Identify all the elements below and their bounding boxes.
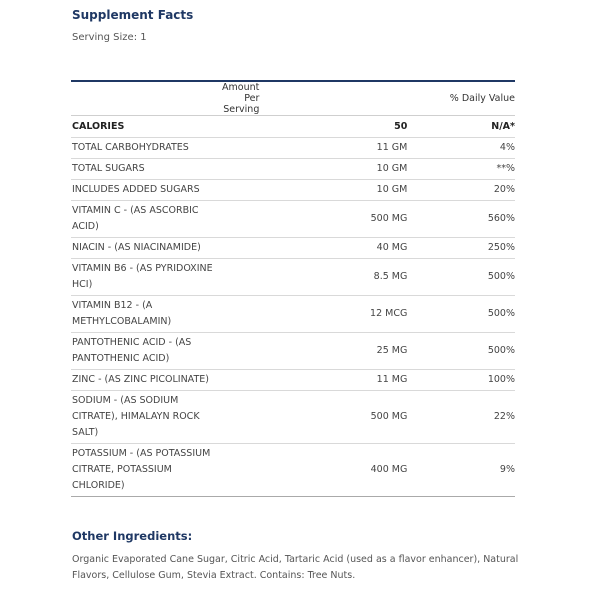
supplement-facts-table	[71, 80, 515, 497]
nutrient-daily-value: 250%	[407, 238, 515, 259]
table-row	[71, 391, 515, 444]
nutrient-amount: 500 MG	[222, 201, 407, 238]
table-row	[71, 201, 515, 238]
nutrient-daily-value: 500%	[407, 296, 515, 333]
table-row	[71, 333, 515, 370]
nutrient-name: INCLUDES ADDED SUGARS	[71, 180, 222, 201]
nutrient-daily-value: 9%	[407, 444, 515, 497]
nutrient-amount: 11 MG	[222, 370, 407, 391]
nutrient-amount: 25 MG	[222, 333, 407, 370]
nutrient-name: NIACIN - (AS NIACINAMIDE)	[71, 238, 222, 259]
nutrient-amount: 11 GM	[222, 138, 407, 159]
table-row	[71, 238, 515, 259]
table-row	[71, 296, 515, 333]
nutrient-amount: 12 MCG	[222, 296, 407, 333]
nutrient-daily-value: 100%	[407, 370, 515, 391]
header-amount-per-serving: Amount Per Serving	[222, 81, 407, 116]
nutrient-amount: 50	[222, 116, 407, 138]
table-row	[71, 180, 515, 201]
nutrient-amount: 40 MG	[222, 238, 407, 259]
nutrient-daily-value: 22%	[407, 391, 515, 444]
table-row	[71, 116, 515, 138]
nutrient-name: SODIUM - (AS SODIUM CITRATE), HIMALAYN ROCK SALT)	[71, 391, 222, 444]
nutrient-amount: 500 MG	[222, 391, 407, 444]
nutrient-amount: 400 MG	[222, 444, 407, 497]
nutrient-daily-value: 560%	[407, 201, 515, 238]
nutrient-name: ZINC - (AS ZINC PICOLINATE)	[71, 370, 222, 391]
serving-size: Serving Size: 1	[72, 32, 147, 43]
nutrient-daily-value: 500%	[407, 259, 515, 296]
nutrient-daily-value: 20%	[407, 180, 515, 201]
nutrient-name: PANTOTHENIC ACID - (AS PANTOTHENIC ACID)	[71, 333, 222, 370]
table-row	[71, 259, 515, 296]
nutrient-daily-value: 4%	[407, 138, 515, 159]
table-row	[71, 444, 515, 497]
nutrient-name: POTASSIUM - (AS POTASSIUM CITRATE, POTASSIUM CHLORIDE)	[71, 444, 222, 497]
nutrient-name: TOTAL SUGARS	[71, 159, 222, 180]
nutrient-daily-value: 500%	[407, 333, 515, 370]
nutrient-name: TOTAL CARBOHYDRATES	[71, 138, 222, 159]
header-nutrient	[71, 81, 222, 116]
header-daily-value: % Daily Value	[407, 81, 515, 116]
table-row	[71, 159, 515, 180]
other-ingredients-text: Organic Evaporated Cane Sugar, Citric Acid, Tartaric Acid (used as a flavor enhancer), Natural Flavors, Cellulose Gum, Stevia Extract. Contains: Tree Nuts.	[72, 554, 519, 581]
nutrient-daily-value: N/A*	[407, 116, 515, 138]
table-row	[71, 370, 515, 391]
table-header-row	[71, 81, 515, 116]
nutrient-amount: 10 GM	[222, 159, 407, 180]
nutrient-amount: 10 GM	[222, 180, 407, 201]
nutrient-name: VITAMIN B12 - (A METHYLCOBALAMIN)	[71, 296, 222, 333]
page-title: Supplement Facts	[72, 8, 194, 22]
nutrient-name: VITAMIN B6 - (AS PYRIDOXINE HCI)	[71, 259, 222, 296]
other-ingredients-heading: Other Ingredients:	[72, 529, 193, 543]
nutrient-amount: 8.5 MG	[222, 259, 407, 296]
nutrient-daily-value: **%	[407, 159, 515, 180]
nutrient-name: CALORIES	[71, 116, 222, 138]
nutrient-name: VITAMIN C - (AS ASCORBIC ACID)	[71, 201, 222, 238]
table-row	[71, 138, 515, 159]
